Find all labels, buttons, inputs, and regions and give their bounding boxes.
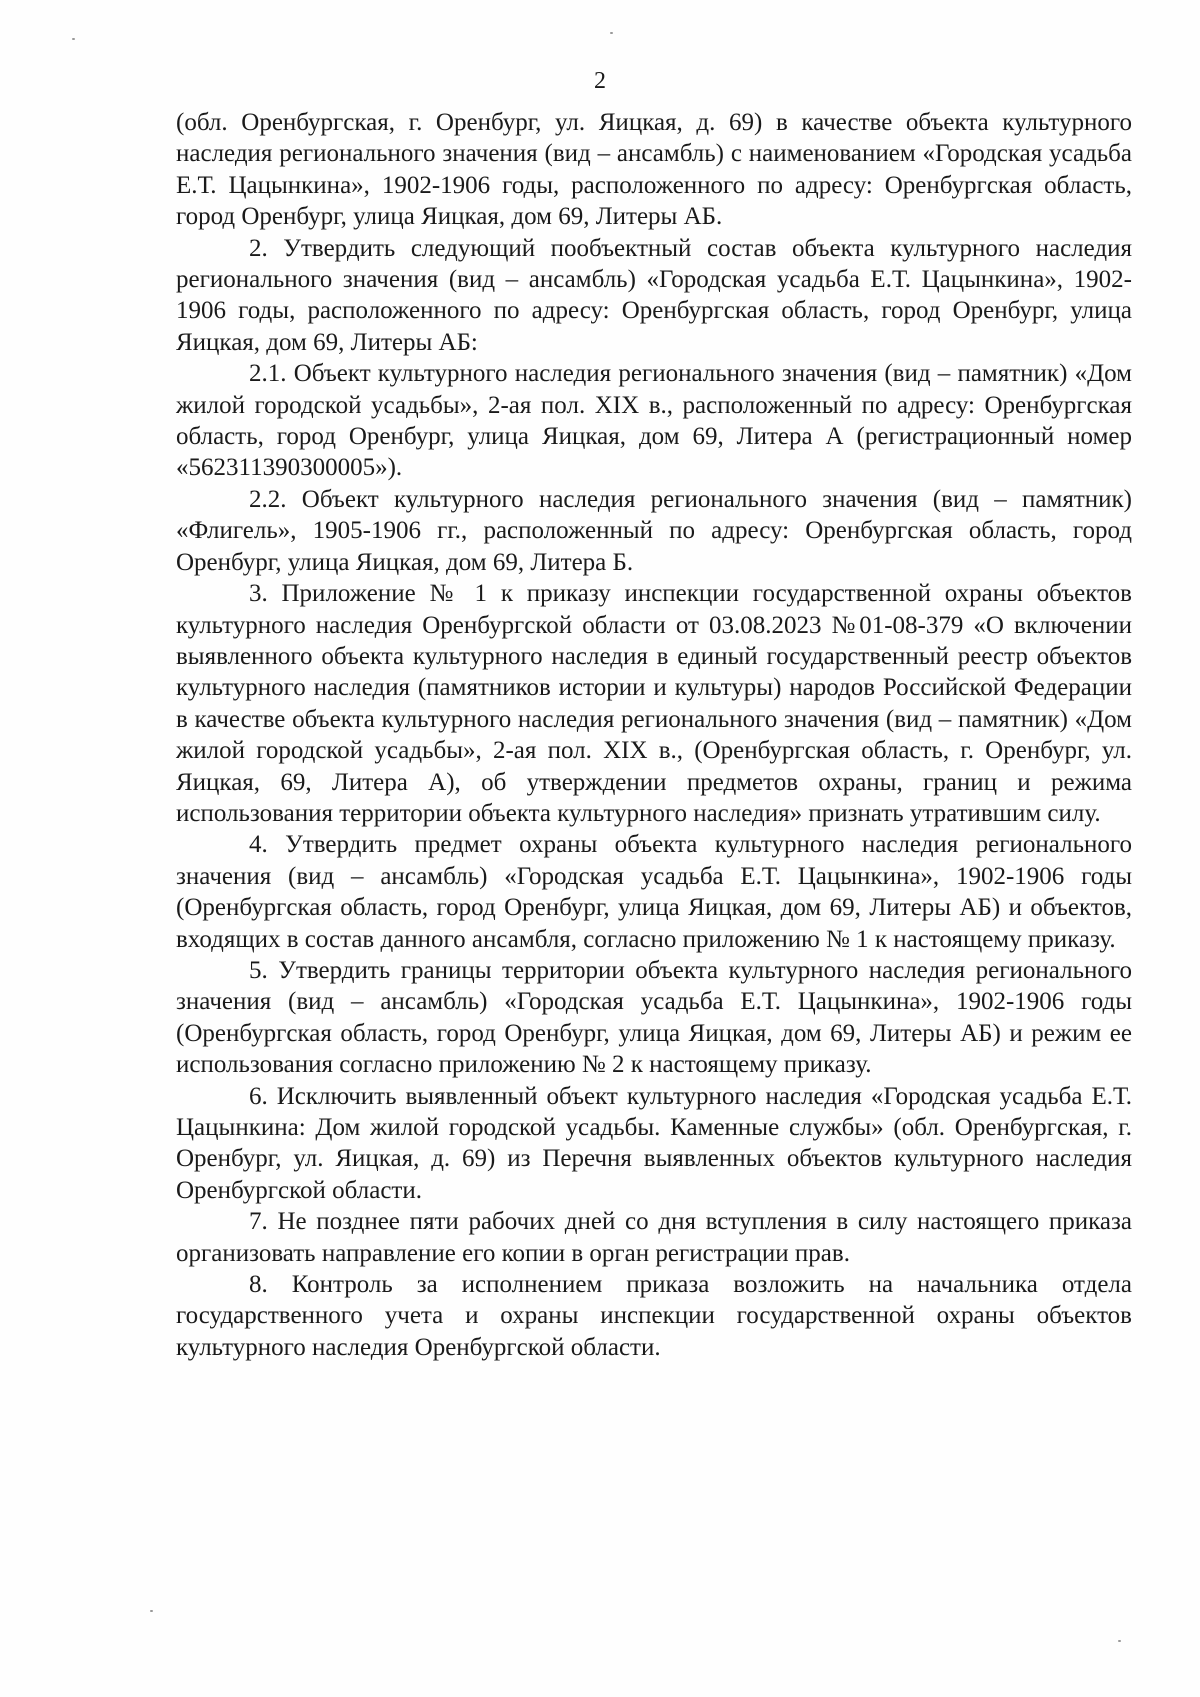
paragraph-item-3: 3. Приложение № 1 к приказу инспекции государственной охраны объектов культурного наследия Оренбургской области от 03.08.2023 №01-08-379 «О включении выявленного объекта культурного наследия в единый государственный реестр объектов культурного наследия (памятников истории и культуры) народов Российской Федерации в качестве объекта культурного наследия регионального значения (вид – памятник) «Дом жилой городской усадьбы», 2-ая пол. XIX в., (Оренбургская область, г. Оренбург, ул. Яицкая, 69, Литера А), об утверждении предметов охраны, границ и режима использования территории объекта культурного наследия» признать утратившим силу. xyxy=(176,580,1132,827)
paragraph-continuation: (обл. Оренбургская, г. Оренбург, ул. Яицкая, д. 69) в качестве объекта культурного наследия регионального значения (вид – ансамбль) с наименованием «Городская усадьба Е.Т. Цацынкина», 1902-1906 годы, расположенного по адресу: Оренбургская область, город Оренбург, улица Яицкая, дом 69, Литеры АБ. xyxy=(176,109,1132,231)
scan-speck xyxy=(610,32,613,34)
paragraph-item-6: 6. Исключить выявленный объект культурного наследия «Городская усадьба Е.Т. Цацынкина: Дом жилой городской усадьбы. Каменные службы» (обл. Оренбургская, г. Оренбург, ул. Яицкая, д. 69) из Перечня выявленных объектов культурного наследия Оренбургской области. xyxy=(176,1082,1132,1204)
paragraph-item-8: 8. Контроль за исполнением приказа возложить на начальника отдела государственного учета и охраны инспекции государственной охраны объектов культурного наследия Оренбургской области. xyxy=(176,1271,1132,1361)
paragraph-item-4: 4. Утвердить предмет охраны объекта культурного наследия регионального значения (вид – ансамбль) «Городская усадьба Е.Т. Цацынкина», 1902-1906 годы (Оренбургская область, город Оренбург, улица Яицкая, дом 69, Литеры АБ) и объектов, входящих в состав данного ансамбля, согласно приложению № 1 к настоящему приказу. xyxy=(176,831,1132,953)
scan-speck xyxy=(150,1610,153,1612)
paragraph-item-2-1: 2.1. Объект культурного наследия регионального значения (вид – памятник) «Дом жилой городской усадьбы», 2-ая пол. XIX в., расположенный по адресу: Оренбургская область, город Оренбург, улица Яицкая, дом 69, Литера А (регистрационный номер «562311390300005»). xyxy=(176,360,1132,482)
page-number: 2 xyxy=(594,68,606,94)
paragraph-item-2: 2. Утвердить следующий пообъектный состав объекта культурного наследия регионального значения (вид – ансамбль) «Городская усадьба Е.Т. Цацынкина», 1902-1906 годы, расположенного по адресу: Оренбургская область, город Оренбург, улица Яицкая, дом 69, Литеры АБ: xyxy=(176,234,1132,356)
scan-speck xyxy=(72,38,75,40)
scan-speck xyxy=(1118,1640,1121,1642)
paragraph-item-2-2: 2.2. Объект культурного наследия регионального значения (вид – памятник) «Флигель», 1905-1906 гг., расположенный по адресу: Оренбургская область, город Оренбург, улица Яицкая, дом 69, Литера Б. xyxy=(176,485,1132,576)
document-body xyxy=(176,107,1132,1363)
paragraph-item-7: 7. Не позднее пяти рабочих дней со дня вступления в силу настоящего приказа организовать направление его копии в орган регистрации прав. xyxy=(176,1208,1132,1267)
paragraph-item-5: 5. Утвердить границы территории объекта культурного наследия регионального значения (вид – ансамбль) «Городская усадьба Е.Т. Цацынкина», 1902-1906 годы (Оренбургская область, город Оренбург, улица Яицкая, дом 69, Литеры АБ) и режим ее использования согласно приложению № 2 к настоящему приказу. xyxy=(176,956,1132,1079)
